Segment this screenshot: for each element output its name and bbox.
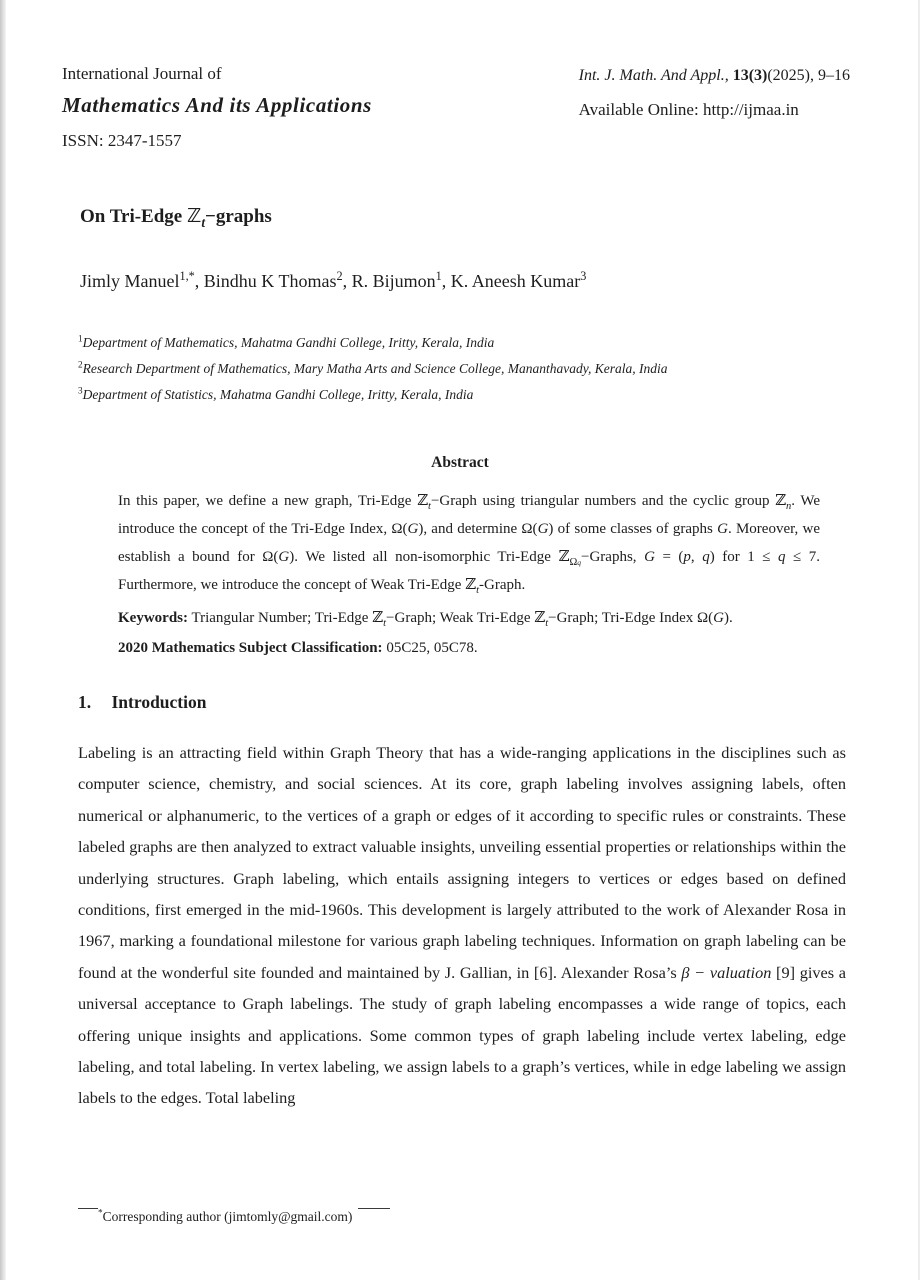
paper-title: On Tri-Edge ℤ$_t$−graphs: [80, 206, 272, 230]
affiliation-3: $^3$Department of Statistics, Mahatma Gandhi College, Iritty, Kerala, India: [78, 385, 474, 402]
citation-line: Int. J. Math. And Appl., 13(3)(2025), 9–16: [578, 67, 850, 84]
available-online-line: Available Online: http://ijmaa.in: [578, 100, 799, 119]
journal-name-line1: International Journal of: [62, 64, 222, 83]
section-number: 1.: [78, 692, 92, 712]
journal-name-script: Mathematics And its Applications: [62, 93, 372, 117]
page-scan-left-edge: [0, 0, 6, 1280]
keywords-text: Keywords: Triangular Number; Tri-Edge ℤ$_t$−Graph; Weak Tri-Edge ℤ$_t$−Graph; Tri-Edge Index Ω(G).: [118, 610, 733, 629]
affiliation-1: $^1$Department of Mathematics, Mahatma Gandhi College, Iritty, Kerala, India: [78, 333, 495, 350]
corresponding-author-footnote: *Corresponding author (jimtomly@gmail.com): [98, 1207, 358, 1225]
authors-line: Jimly Manuel$^{1,*}$, Bindhu K Thomas$^2$, R. Bijumon$^1$, K. Aneesh Kumar$^3$: [80, 269, 587, 291]
abstract-heading: Abstract: [431, 454, 489, 471]
journal-issn: ISSN: 2347-1557: [62, 131, 182, 150]
section-heading-introduction: [78, 692, 920, 713]
journal-header-right: [579, 64, 850, 151]
affiliations: [78, 330, 920, 408]
msc-text: 2020 Mathematics Subject Classification: 05C25, 05C78.: [118, 640, 478, 656]
journal-header-left: [62, 64, 372, 151]
affiliation-2: $^2$Research Department of Mathematics, Mary Matha Arts and Science College, Mananthavady, Kerala, India: [78, 359, 668, 376]
section-title: Introduction: [111, 692, 207, 712]
abstract-text: In this paper, we define a new graph, Tri-Edge ℤ$_t$−Graph using triangular numbers and the cyclic group ℤ$_n$. We introduce the concept of the Tri-Edge Index, Ω(G), and determine Ω(G) of some classes of graphs G. Moreover, we establish a bound for Ω(G). We listed all non-isomorphic Tri-Edge ℤ$_{\Omega q}$−Graphs, G = (p, q) for 1 ≤ q ≤ 7. Furthermore, we introduce the concept of Weak Tri-Edge ℤ$_t$-Graph.: [118, 493, 821, 596]
journal-header: [0, 0, 920, 151]
introduction-paragraph: Labeling is an attracting field within Graph Theory that has a wide-ranging applications in the disciplines such as computer science, chemistry, and social sciences. At its core, graph labeling involves assigning labels, often numerical or alphanumeric, to the vertices of a graph or edges of it according to specific rules or constraints. These labeled graphs are then analyzed to extract valuable insights, unveiling essential properties or relationships within the underlying structures. Graph labeling, which entails assigning integers to vertices or edges based on defined conditions, first emerged in the mid-1960s. This development is largely attributed to the work of Alexander Rosa in 1967, marking a foundational milestone for various graph labeling techniques. Information on graph labeling can be found at the wonderful site founded and maintained by J. Gallian, in [6]. Alexander Rosa’s β − valuation [9] gives a universal acceptance to Graph labelings. The study of graph labeling encompasses a wide range of topics, each offering unique insights and applications. Some common types of graph labeling include vertex labeling, edge labeling, and total labeling. In vertex labeling, we assign labels to a graph’s vertices, while in edge labeling we assign labels to the edges. Total labeling: [78, 743, 846, 1108]
